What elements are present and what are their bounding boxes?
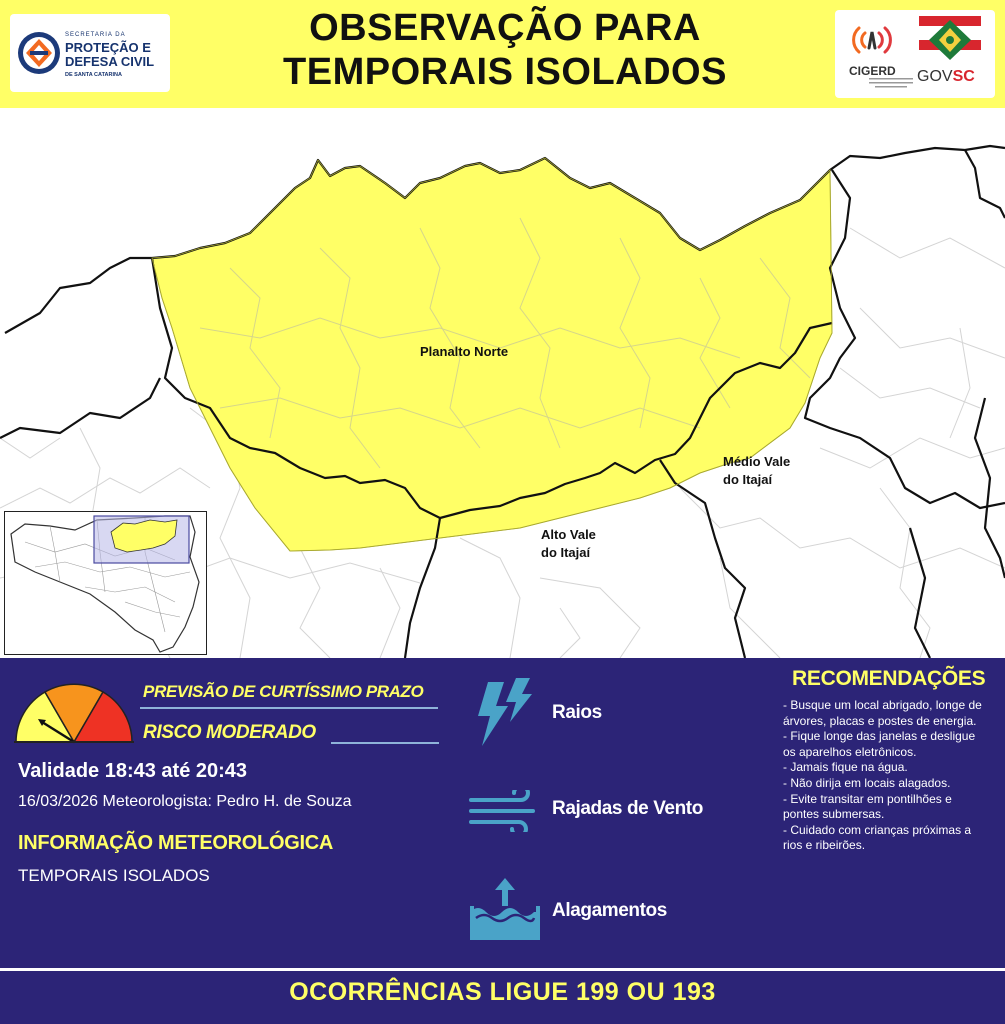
label-medio-vale-line1: Médio Vale <box>723 454 791 469</box>
locator-inset-map <box>4 511 207 655</box>
recommendations-title: RECOMENDAÇÕES <box>792 667 986 690</box>
forecast-title: PREVISÃO DE CURTÍSSIMO PRAZO <box>143 682 424 701</box>
recommendation-item: - Busque um local abrigado, longe de árvores, placas e postes de energia. <box>783 698 982 728</box>
label-medio-vale-line2: do Itajaí <box>723 472 773 487</box>
meteorological-info-title: INFORMAÇÃO METEOROLÓGICA <box>18 832 334 854</box>
risk-underline <box>331 742 439 744</box>
hazard-label-rajadas: Rajadas de Vento <box>552 798 703 819</box>
risk-level: RISCO MODERADO <box>143 722 316 743</box>
label-alto-vale-line2: do Itajaí <box>541 545 591 560</box>
cigerd-subtitle-lines-icon <box>869 76 913 88</box>
cigerd-signal-icon <box>847 18 897 62</box>
alert-map <box>0 108 1005 658</box>
recommendation-item: - Jamais fique na água. <box>783 760 908 775</box>
title-line-2: TEMPORAIS ISOLADOS <box>283 51 727 93</box>
recommendation-item: - Fique longe das janelas e desligue os aparelhos eletrônicos. <box>783 729 976 759</box>
govsc-prefix: GOV <box>917 68 953 85</box>
logo-text-line3: DEFESA CIVIL <box>65 54 155 69</box>
logo-text-line4: DE SANTA CATARINA <box>65 72 122 78</box>
validity-time: Validade 18:43 até 20:43 <box>18 760 248 782</box>
santa-catarina-flag-icon <box>919 16 981 64</box>
wind-icon <box>467 790 543 832</box>
cigerd-govsc-logos <box>835 10 995 98</box>
footer-divider <box>0 968 1005 971</box>
recommendation-item: - Não dirija em locais alagados. <box>783 775 951 790</box>
flood-icon <box>468 876 542 942</box>
locator-map-svg <box>5 512 205 653</box>
recommendation-item: - Evite transitar em pontilhões e pontes submersas. <box>783 791 952 822</box>
label-planalto-norte: Planalto Norte <box>420 344 509 359</box>
govsc-suffix: SC <box>952 68 975 85</box>
label-alto-vale-line1: Alto Vale <box>541 527 596 542</box>
header-banner <box>0 0 1005 108</box>
hazard-label-alagamentos: Alagamentos <box>552 900 667 921</box>
recommendation-item: - Cuidado com crianças próximas a rios e ribeirões. <box>783 822 972 853</box>
risk-gauge-icon <box>12 670 136 746</box>
forecast-title-underline <box>140 707 438 709</box>
defesa-civil-emblem-icon <box>16 30 62 76</box>
govsc-label <box>917 68 975 86</box>
logo-text-line1: SECRETARIA DA <box>65 32 126 38</box>
lightning-icon <box>474 676 536 748</box>
defesa-civil-logo <box>10 14 170 92</box>
logo-text-line2: PROTEÇÃO E <box>65 40 151 55</box>
page-title <box>190 6 820 94</box>
title-line-1: OBSERVAÇÃO PARA <box>309 7 701 49</box>
recommendations-list <box>783 698 989 854</box>
meteorological-info-text: TEMPORAIS ISOLADOS <box>18 866 210 885</box>
cigerd-label: CIGERD <box>849 64 896 78</box>
emergency-phone-footer: OCORRÊNCIAS LIGUE 199 OU 193 <box>289 978 716 1006</box>
date-meteorologist: 16/03/2026 Meteorologista: Pedro H. de Souza <box>18 793 352 810</box>
hazard-label-raios: Raios <box>552 702 602 723</box>
